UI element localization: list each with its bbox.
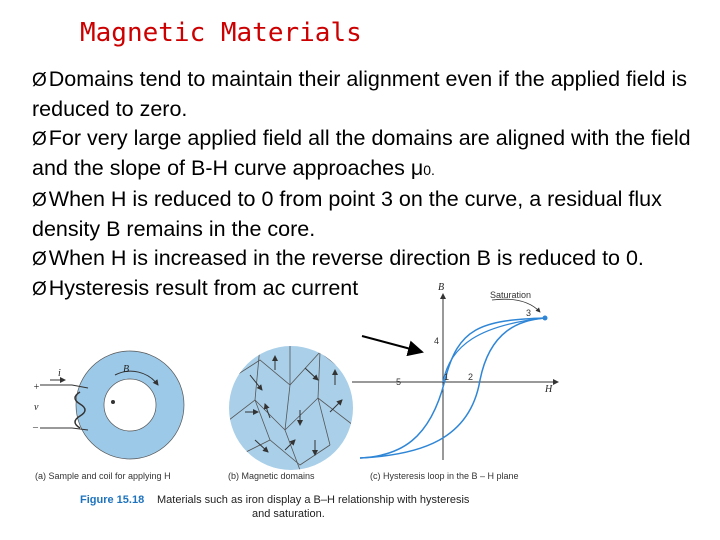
caption-c: (c) Hysteresis loop in the B – H plane	[370, 471, 519, 481]
point-label-1: 1	[444, 372, 450, 382]
figure-number: Figure 15.18	[80, 494, 145, 506]
domains-diagram	[228, 346, 353, 481]
coil-b-label: B	[123, 364, 130, 375]
minus-sign: –	[33, 422, 38, 433]
figure-caption-line-1: Materials such as iron display a B–H relationship with hysteresis	[157, 494, 470, 506]
caption-a: (a) Sample and coil for applying H	[35, 471, 171, 481]
voltage-label: v	[34, 402, 39, 413]
plus-sign: +	[33, 382, 40, 393]
bullet-item: ØDomains tend to maintain their alignment even if the applied field is reduced to zero.	[32, 67, 687, 121]
bullet-item: ØHysteresis result from ac current	[32, 276, 359, 300]
bullet-arrow-icon: Ø	[32, 190, 47, 211]
bullet-arrow-icon: Ø	[32, 70, 47, 91]
bullet-item: ØFor very large applied field all the domains are aligned with the field and the slope of B-H curve approaches μ0.	[32, 126, 691, 180]
bullet-arrow-icon: Ø	[32, 249, 47, 270]
point-label-3: 3	[526, 308, 532, 318]
page-title: Magnetic Materials	[80, 18, 362, 48]
point-label-2: 2	[468, 372, 474, 382]
bullet-arrow-icon: Ø	[32, 279, 47, 300]
point-label-5: 5	[396, 377, 402, 387]
hysteresis-loop	[352, 282, 558, 481]
mu-subscript: 0.	[423, 162, 435, 178]
axis-b-label: B	[438, 282, 445, 293]
point-label-4: 4	[434, 336, 440, 346]
coil-current-label: i	[58, 368, 61, 379]
saturation-label: Saturation	[490, 290, 532, 300]
axis-h-label: H	[545, 384, 553, 395]
mu-symbol: μ	[410, 156, 424, 180]
toroid-diagram	[32, 351, 184, 481]
bullet-item: ØWhen H is reduced to 0 from point 3 on the curve, a residual flux density B remains in the core.	[32, 187, 662, 241]
pointer-arrow	[362, 336, 422, 352]
figure-caption-line-2: and saturation.	[252, 508, 325, 520]
bullet-item: ØWhen H is increased in the reverse direction B is reduced to 0.	[32, 246, 644, 270]
bullet-arrow-icon: Ø	[32, 129, 47, 150]
caption-b: (b) Magnetic domains	[228, 471, 315, 481]
